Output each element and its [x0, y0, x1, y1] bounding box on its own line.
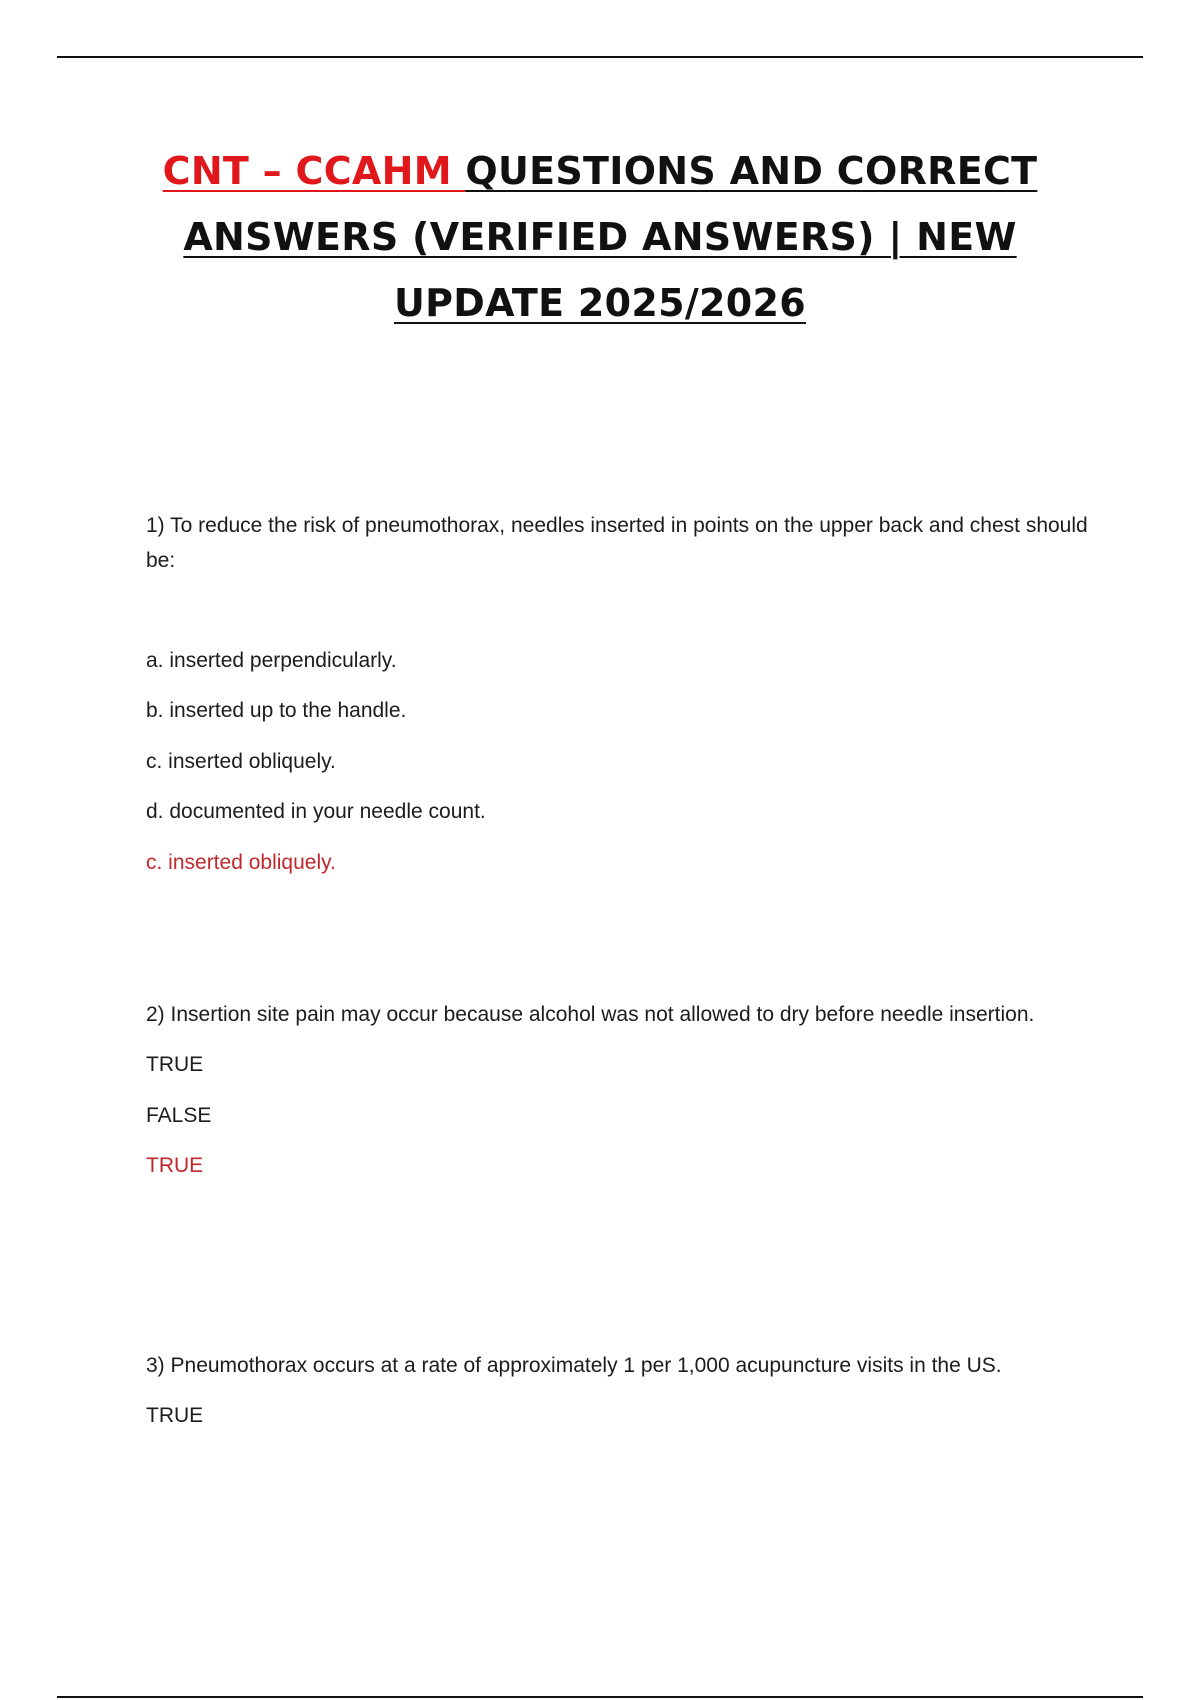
- question-2-option-true: TRUE: [146, 1053, 204, 1076]
- question-1-option-a: a. inserted perpendicularly.: [146, 649, 397, 672]
- question-1-answer: c. inserted obliquely.: [146, 851, 336, 874]
- question-3-option-true: TRUE: [146, 1404, 204, 1427]
- question-1-option-b: b. inserted up to the handle.: [146, 699, 407, 722]
- question-2-stem: 2) Insertion site pain may occur because alcohol was not allowed to dry before needle insertion.: [146, 1003, 1035, 1026]
- question-1-option-d: d. documented in your needle count.: [146, 800, 486, 823]
- title-red-part: CNT – CCAHM: [162, 149, 466, 193]
- question-2-answer: TRUE: [146, 1154, 204, 1177]
- top-rule: [57, 56, 1143, 58]
- question-3-stem: 3) Pneumothorax occurs at a rate of approximately 1 per 1,000 acupuncture visits in the US.: [146, 1354, 1002, 1377]
- question-2-option-false: FALSE: [146, 1104, 212, 1127]
- document-title: [120, 138, 1080, 336]
- question-1-option-c: c. inserted obliquely.: [146, 750, 336, 773]
- question-1-stem: 1) To reduce the risk of pneumothorax, needles inserted in points on the upper back and chest should be:: [146, 514, 1088, 572]
- bottom-rule: [57, 1696, 1143, 1698]
- title-main-part: QUESTIONS AND CORRECT ANSWERS (VERIFIED ANSWERS) | NEW UPDATE 2025/2026: [183, 149, 1038, 325]
